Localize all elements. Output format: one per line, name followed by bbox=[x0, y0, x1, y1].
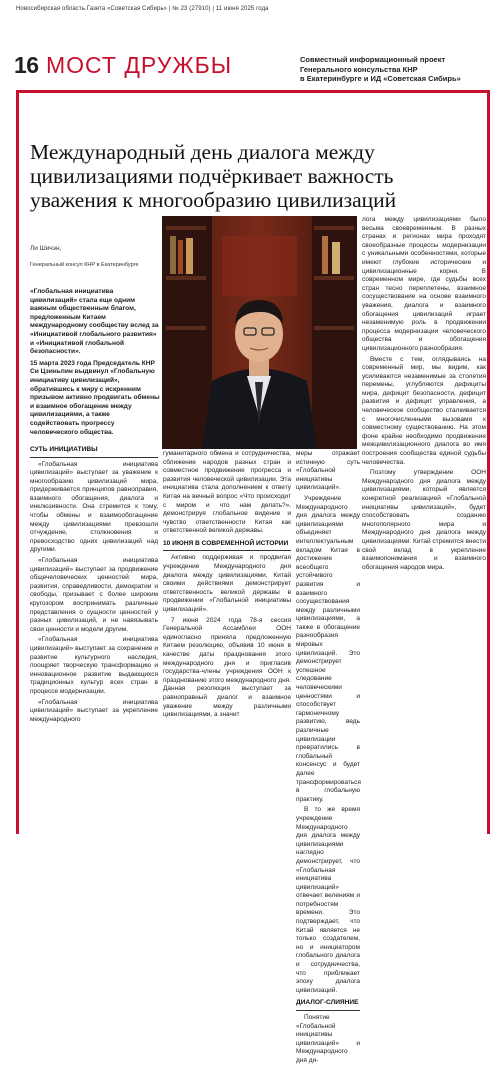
right-column-top bbox=[362, 216, 486, 574]
body-paragraph: Поэтому утверждение ООН Международного дня диалога между цивилизациями, который является конкретной реализацией «Глобальной инициативы цивилизаций», будет способствовать созданию многополярного мира и Международного дня диалога между цивилизациями. Китай стремится внести свой вклад в укрепление взаимопонимания и взаимного обогащения народов мира. bbox=[362, 469, 486, 571]
consul-photo bbox=[162, 216, 357, 449]
project-line-3: в Екатеринбурге и ИД «Советская Сибирь» bbox=[300, 74, 461, 83]
body-paragraph: «Глобальная инициатива цивилизаций» выступает за сохранение и развитие культурного наследия, поощряет творческую трансформацию и инновационное развитие выдающихся традиционных культур всех стран в процессе модернизации. bbox=[30, 636, 158, 695]
section-heading: 10 ИЮНЯ В СОВРЕМЕННОЙ ИСТОРИИ bbox=[163, 540, 291, 552]
portrait-illustration bbox=[162, 216, 357, 449]
body-paragraph: Вместе с тем, оглядываясь на современный мир, мы видим, как усиливаются незаменимые за столетия перемены, углубляются дефициты мира, дефицит безопасности, дефицит развития и дефицит управления, а человеческое сообщество сталкивается с многочисленными вызовами к совместному существованию. На этом фоне крайне необходимо продвижение межцивилизационного диалога во имя построения сообщества единой судьбы человечества. bbox=[362, 355, 486, 466]
body-paragraph: «Глобальная инициатива цивилизаций» выступает за уважение к многообразию цивилизаций мира, придерживается принципов равноправия, взаимного обогащения, диалога и инклюзивности. Она стремится к тому, чтобы обмены и взаимообогащение между цивилизациями превзошли отчуждение, столкновения и превосходство одних цивилизаций над другими. bbox=[30, 460, 158, 554]
body-paragraph: Активно поддерживая и продвигая учреждение Международного дня диалога между цивилизациями, Китай своими действиями демонстрирует ответственность великой державы в продвижении «Глобальной инициативы цивилизаций». bbox=[163, 554, 291, 613]
column-3 bbox=[296, 450, 361, 1064]
body-paragraph: Понятие «Глобальной инициативы цивилизаций» и Международного дня ди- bbox=[296, 1013, 360, 1064]
lead-paragraph: 15 марта 2023 года Председатель КНР Си Цзиньпин выдвинул «Глобальную инициативу цивилизаций», обратившись к миру с искренним призывом активно продвигать обмены и взаимное обогащение между цивилизациями, а также содействовать прогрессу человеческого общества. bbox=[30, 359, 160, 436]
body-paragraph: лога между цивилизациями было весьма своевременным. В разных странах и регионах мира проходят своеобразные процессы модернизации с уникальными особенностями, которые имеют глубокие исторические и цивилизационные корни. В современном мире, где судьбы всех стран тесно переплетены, взаимное сосуществование на основе взаимного уважения, диалога и взаимного обогащения цивилизаций играет незаменимую роль в продвижении процесса модернизации человеческого общества и обогащения цивилизационного разнообразия. bbox=[362, 216, 486, 352]
project-line-2: Генерального консульства КНР bbox=[300, 64, 418, 74]
project-credit bbox=[300, 55, 495, 84]
author-role: Генеральный консул КНР в Екатеринбурге bbox=[30, 262, 139, 268]
column-2 bbox=[163, 450, 291, 722]
lead-text bbox=[30, 288, 160, 440]
page-number: 16 bbox=[14, 52, 39, 78]
column-1 bbox=[30, 442, 158, 726]
section-heading: ДИАЛОГ-СЛИЯНИЕ bbox=[296, 999, 360, 1011]
article-headline: Международный день диалога между цивилизациями подчёркивает важность уважения к многообразию цивилизаций bbox=[30, 140, 397, 212]
body-paragraph: «Глобальная инициатива цивилизаций» выступает за укрепление международного bbox=[30, 698, 158, 723]
body-paragraph: 7 июня 2024 года 78-я сессия Генеральной Ассамблеи ООН единогласно приняла предложенную Китаем резолюцию, объявив 10 июня в качестве даты празднования этого международного дня и пригласив государства-члены учреждения ООН к празднованию этого международного дня. Данная резолюция выступает за равноправный диалог и взаимное уважение между различными цивилизациями, а значит bbox=[163, 616, 291, 719]
author-name: Ли Шичэн, bbox=[30, 245, 62, 252]
section-title: МОСТ ДРУЖБЫ bbox=[46, 52, 233, 78]
body-paragraph: В то же время учреждение Международного дня диалога между цивилизациями наглядно демонстрирует, что «Глобальная инициатива цивилизаций» отвечает велениям и потребностям времени. Это подтверждает, что Китай является не только создателем, но и инициатором глобального диалога и сотрудничества, что приближает эпоху диалога цивилизаций. bbox=[296, 806, 360, 994]
body-paragraph: Учреждение Международного дня диалога между цивилизациями объединяет интеллектуальным вкладом Китая в достижение всеобщего устойчивого развития и взаимного сосуществования между различными цивилизациями, а также в обогащение разнообразия мировых цивилизаций. Это демонстрирует успешное следование человеческими ценностями и способствует гармоничному развитию, ведь различные цивилизации превратились в глобальный консенсус и будет далее трансформироваться в глобальную практику. bbox=[296, 494, 361, 803]
project-line-1: Совместный информационный проект bbox=[300, 55, 446, 64]
body-paragraph: гуманитарного обмена и сотрудничества, сближение народов разных стран и совместное продвижение прогресса и развития человеческой цивилизации. Эта инициатива стала дополнением к ответу Китая на вечный вопрос «Что происходит с миром и что нам делать?», демонстрируя глобальное видение и чувство ответственности Китая как ответственной великой державы. bbox=[163, 450, 291, 535]
top-line: Новосибирская область.Газета «Советская Сибирь» | № 23 (27910) | 11 июня 2025 года bbox=[16, 6, 269, 12]
body-paragraph: меры отражает истинную суть «Глобальной инициативы цивилизаций». bbox=[296, 450, 360, 492]
body-paragraph: «Глобальная инициатива цивилизаций» выступает за продвижение общечеловеческих ценностей: мира, развития, справедливости, демократии и свободы, призывает с более широким кругозором воспринимать различные представления о сущности ценностей у разных цивилизаций, и не навязывать свои ценности и модели другим. bbox=[30, 557, 158, 633]
lead-paragraph: «Глобальная инициатива цивилизаций» стала еще одним важным общественным благом, предложенным Китаем международному сообществу вслед за «Инициативой глобального развития» и «Инициативой глобальной безопасности». bbox=[30, 288, 159, 356]
section-heading: СУТЬ ИНИЦИАТИВЫ bbox=[30, 446, 158, 458]
